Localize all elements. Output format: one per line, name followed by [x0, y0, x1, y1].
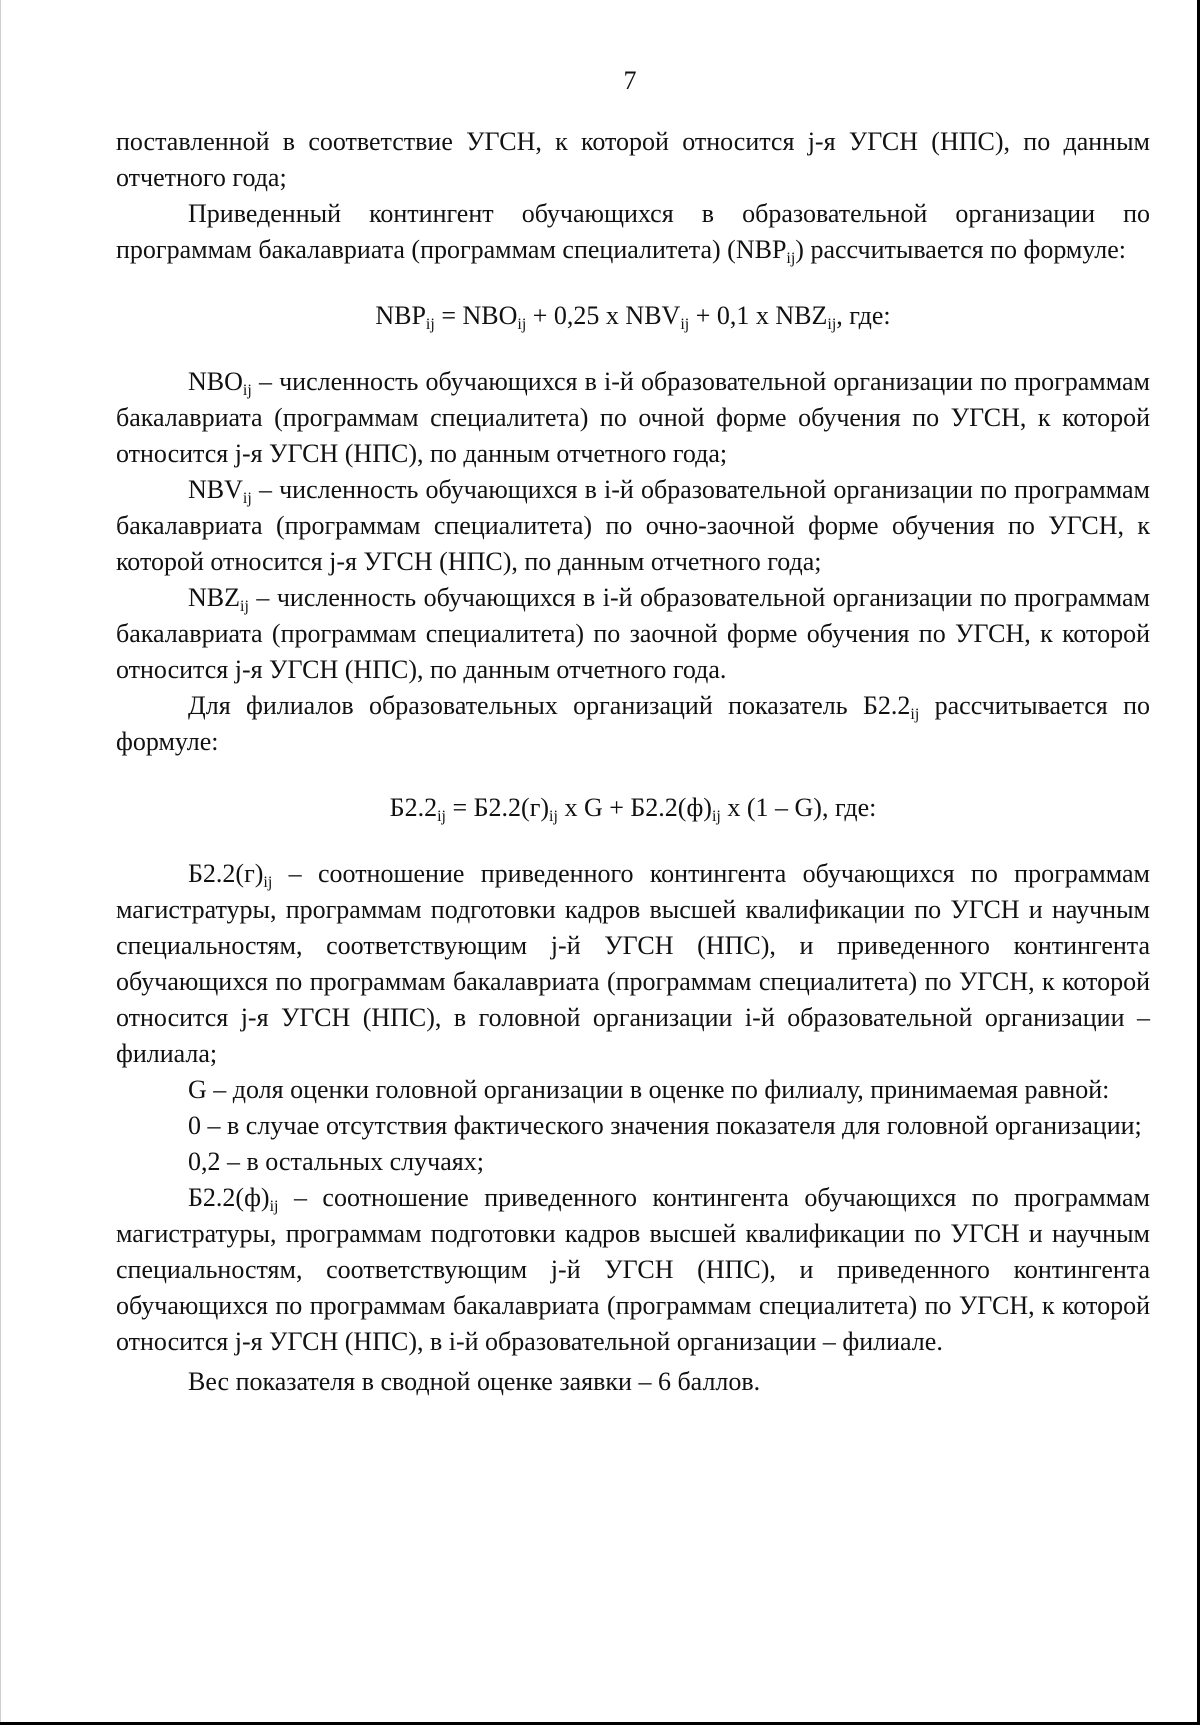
formula-b22: $Б2.2_{ij} = Б2.2(г)_{ij}$ х $G + Б2.2(ф)_{ij}$ х (1 – G), где: — [389, 793, 877, 825]
case-point-two: 0,2 – в остальных случаях; — [188, 1147, 484, 1176]
paragraph-nbp-intro: Приведенный контингент обучающихся в образовательной организации по программам бакалавриата (программам специалитета) $(NBP_{ij})$ рассчитывается по формуле: — [116, 199, 1150, 267]
scan-border-left — [0, 0, 1, 1725]
page-number: 7 — [623, 66, 637, 95]
definition-b22-head: $Б2.2(г)_{ij}$ – соотношение приведенного контингента обучающихся по программам магистратуры, программам подготовки кадров высшей квалификации по УГСН и научным специальностям, соответствующим j-й УГСН (НПС), и приведенного контингента обучающихся по программам бакалавриата (программам специалитета) по УГСН, к которой относится j-я УГСН (НПС), в головной организации i-й образовательной организации – филиала; — [116, 859, 1150, 1068]
paragraph-branch-intro: Для филиалов образовательных организаций показатель $Б2.2_{ij}$ рассчитывается по формуле: — [116, 691, 1150, 756]
paragraph-continuation: поставленной в соответствие УГСН, к которой относится j-я УГСН (НПС), по данным отчетного года; — [116, 127, 1150, 192]
definition-g: G – доля оценки головной организации в оценке по филиалу, принимаемая равной: — [188, 1075, 1110, 1104]
formula-nbp: $NBP_{ij} = NBO_{ij} + 0,25$ х $NBV_{ij} + 0,1$ х $NBZ_{ij}$, где: — [375, 301, 891, 333]
definition-nbz: $NBZ_{ij}$ – численность обучающихся в i-й образовательной организации по программам бакалавриата (программам специалитета) по заочной форме обучения по УГСН, к которой относится j-я УГСН (НПС), по данным отчетного года. — [116, 583, 1150, 684]
definition-nbv: $NBV_{ij}$ – численность обучающихся в i-й образовательной организации по программам бакалавриата (программам специалитета) по очно-заочной форме обучения по УГСН, к которой относится j-я УГСН (НПС), по данным отчетного года; — [116, 475, 1150, 576]
definition-b22-branch: $Б2.2(ф)_{ij}$ – соотношение приведенного контингента обучающихся по программам магистратуры, программам подготовки кадров высшей квалификации по УГСН и научным специальностям, соответствующим j-й УГСН (НПС), и приведенного контингента обучающихся по программам бакалавриата (программам специалитета) по УГСН, к которой относится j-я УГСН (НПС), в i-й образовательной организации – филиале. — [116, 1183, 1150, 1356]
case-zero: 0 – в случае отсутствия фактического значения показателя для головной организации; — [188, 1111, 1142, 1140]
definition-nbo: $NBO_{ij}$ – численность обучающихся в i-й образовательной организации по программам бакалавриата (программам специалитета) по очной форме обучения по УГСН, к которой относится j-я УГСН (НПС), по данным отчетного года; — [116, 367, 1150, 468]
weight-statement: Вес показателя в сводной оценке заявки – 6 баллов. — [188, 1367, 761, 1396]
document-body — [116, 124, 1150, 1400]
